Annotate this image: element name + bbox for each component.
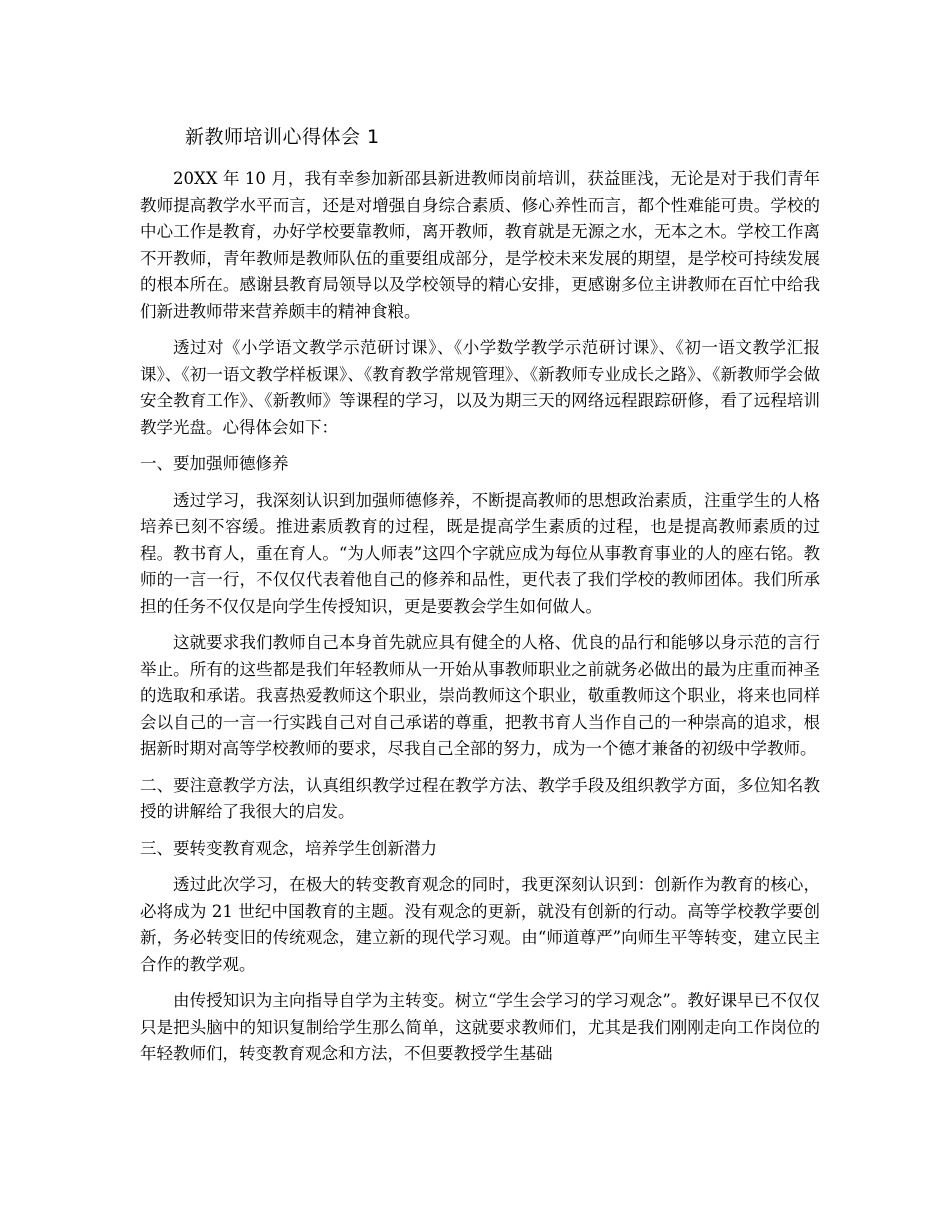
document-body <box>140 122 820 1078</box>
paragraph-ethics-1: 透过学习，我深刻认识到加强师德修养，不断提高教师的思想政治素质，注重学生的人格培养已刻不容缓。推进素质教育的过程，既是提高学生素质的过程，也是提高教师素质的过程。教书育人，重在育人。“为人师表”这四个字就应成为每位从事教育事业的人的座右铭。教师的一言一行，不仅仅代表着他自己的修养和品性，更代表了我们学校的教师团体。我们所承担的任务不仅仅是向学生传授知识，更是要教会学生如何做人。 <box>140 490 820 616</box>
paragraph-intro: 20XX 年 10 月，我有幸参加新邵县新进教师岗前培训，获益匪浅，无论是对于我们青年教师提高教学水平而言，还是对增强自身综合素质、修心养性而言，都个性难能可贵。学校的中心工作是教育，办好学校要靠教师，离开教师，教育就是无源之水，无本之木。学校工作离不开教师，青年教师是教师队伍的重要组成部分，是学校未来发展的期望，是学校可持续发展的根本所在。感谢县教育局领导以及学校领导的精心安排，更感谢多位主讲教师在百忙中给我们新进教师带来营养颇丰的精神食粮。 <box>140 169 820 321</box>
paragraph-courses: 透过对《小学语文教学示范研讨课》、《小学数学教学示范研讨课》、《初一语文教学汇报课》、《初一语文教学样板课》、《教育教学常规管理》、《新教师专业成长之路》、《新教师学会做安全教育工作》、《新教师》等课程的学习，以及为期三天的网络远程跟踪研修，看了远程培训教学光盘。心得体会如下： <box>140 338 820 437</box>
paragraph-innovation-2: 由传授知识为主向指导自学为主转变。树立“学生会学习的学习观念”。教好课早已不仅仅只是把头脑中的知识复制给学生那么简单，这就要求教师们，尤其是我们刚刚走向工作岗位的年轻教师们，转变教育观念和方法，不但要教授学生基础 <box>140 991 820 1063</box>
paragraph-innovation-1: 透过此次学习，在极大的转变教育观念的同时，我更深刻认识到：创新作为教育的核心，必将成为 21 世纪中国教育的主题。没有观念的更新，就没有创新的行动。高等学校教学要创新，务必转变旧的传统观念，建立新的现代学习观。由“师道尊严”向师生平等转变，建立民主合作的教学观。 <box>140 875 820 974</box>
paragraph-ethics-2: 这就要求我们教师自己本身首先就应具有健全的人格、优良的品行和能够以身示范的言行举止。所有的这些都是我们年轻教师从一开始从事教师职业之前就务必做出的最为庄重而神圣的选取和承诺。我喜热爱教师这个职业，崇尚教师这个职业，敬重教师这个职业，将来也同样会以自己的一言一行实践自己对自己承诺的尊重，把教书育人当作自己的一种崇高的追求，根据新时期对高等学校教师的要求，尽我自己全部的努力，成为一个德才兼备的初级中学教师。 <box>140 633 820 758</box>
section-heading-1: 一、要加强师德修养 <box>140 454 289 473</box>
document-title: 新教师培训心得体会 1 <box>185 126 380 148</box>
section-heading-3: 三、要转变教育观念，培养学生创新潜力 <box>140 838 437 858</box>
section-heading-2: 二、要注意教学方法，认真组织教学过程在教学方法、教学手段及组织教学方面，多位知名教授的讲解给了我很大的启发。 <box>140 775 820 821</box>
